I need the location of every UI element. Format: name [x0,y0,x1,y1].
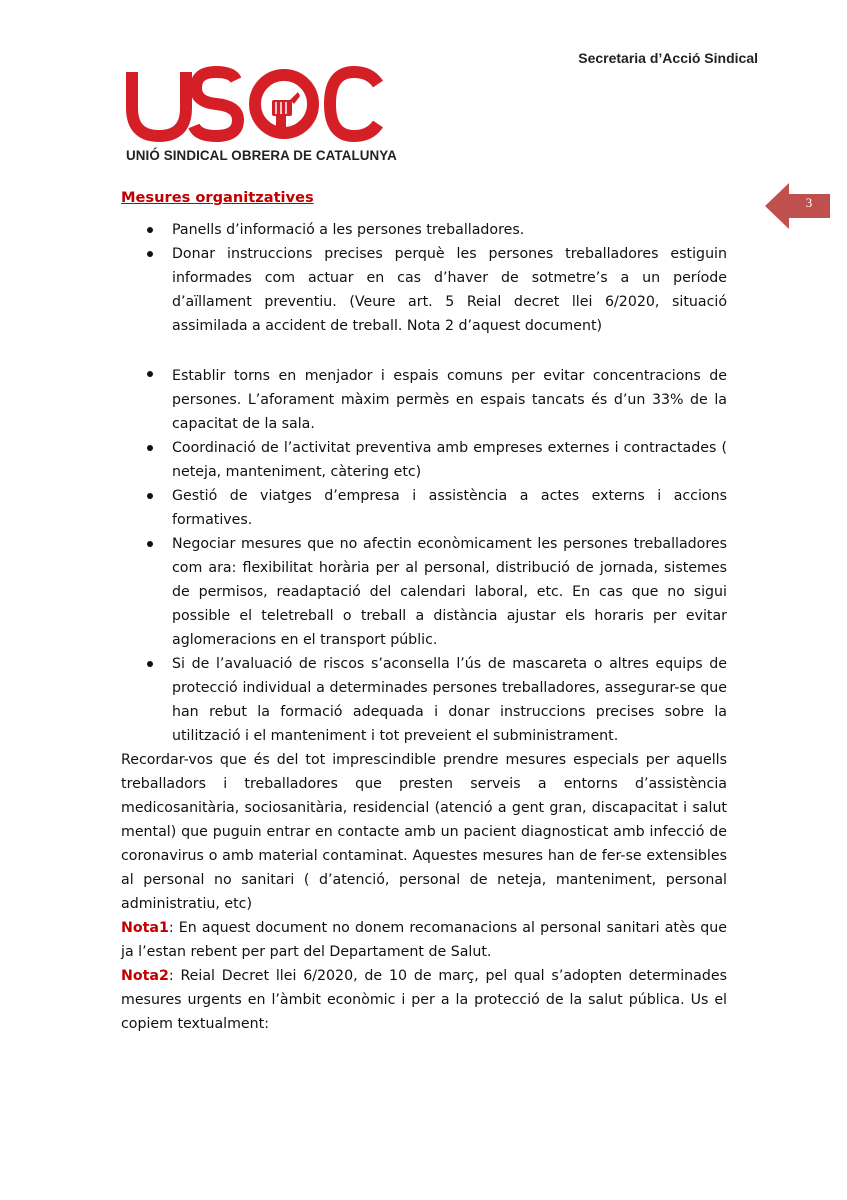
page-number: 3 [805,195,813,210]
note-text: : Reial Decret llei 6/2020, de 10 de març, pel qual s’adopten determinades mesures urgents en l’àmbit econòmic i per a la protecció de la salut pública. Us el copiem textualment: [121,968,727,1032]
note-text: : En aquest document no donem recomanacions al personal sanitari atès que ja l’estan rebent per part del Departament de Salut. [121,920,727,960]
note-label: Nota2 [121,968,169,984]
list-item: Coordinació de l’activitat preventiva amb empreses externes i contractades ( neteja, manteniment, càtering etc) [121,436,727,484]
document-body [121,186,727,1036]
usoc-logo [126,64,397,166]
logo-subtitle: UNIÓ SINDICAL OBRERA DE CATALUNYA [126,148,397,163]
usoc-logo-mark [126,64,388,144]
section-title: Mesures organitzatives [121,189,314,206]
list-item: Negociar mesures que no afectin econòmicament les persones treballadores com ara: flexibilitat horària per al personal, distribució de jornada, sistemes de permisos, readaptació del calendari laboral, etc. En cas que no sigui possible el teletreball o treball a distància ajustar els horaris per evitar aglomeracions en el transport públic. [121,532,727,652]
list-item: Si de l’avaluació de riscos s’aconsella l’ús de mascareta o altres equips de protecció individual a determinades persones treballadores, assegurar-se que han rebut la formació adequada i donar instruccions precises sobre la utilització i el manteniment i tot preveient el subministrament. [121,652,727,748]
note-1 [121,916,727,964]
measures-list [121,218,727,748]
note-label: Nota1 [121,920,169,936]
list-item: Gestió de viatges d’empresa i assistència a actes externs i accions formatives. [121,484,727,532]
header-title: Secretaria d’Acció Sindical [578,50,758,66]
reminder-paragraph: Recordar-vos que és del tot imprescindible prendre mesures especials per aquells treballadors i treballadores que presten serveis a entorns d’assistència medicosanitària, sociosanitària, residencial (atenció a gent gran, discapacitat i salut mental) que puguin entrar en contacte amb un pacient diagnosticat amb infecció de coronavirus o amb material contaminat. Aquestes mesures han de fer-se extensibles al personal no sanitari ( d’atenció, personal de neteja, manteniment, personal administratiu, etc) [121,752,727,912]
list-item: Panells d’informació a les persones treballadores. [121,218,727,242]
page-number-tab [765,183,830,229]
list-item: Donar instruccions precises perquè les persones treballadores estiguin informades com actuar en cas d’haver de sotmetre’s a un període d’aïllament preventiu. (Veure art. 5 Reial decret llei 6/2020, situació assimilada a accident de treball. Nota 2 d’aquest document) [121,242,727,338]
list-item: Establir torns en menjador i espais comuns per evitar concentracions de persones. L’aforament màxim permès en espais tancats és d’un 33% de la capacitat de la sala. [121,362,727,436]
note-2 [121,964,727,1036]
